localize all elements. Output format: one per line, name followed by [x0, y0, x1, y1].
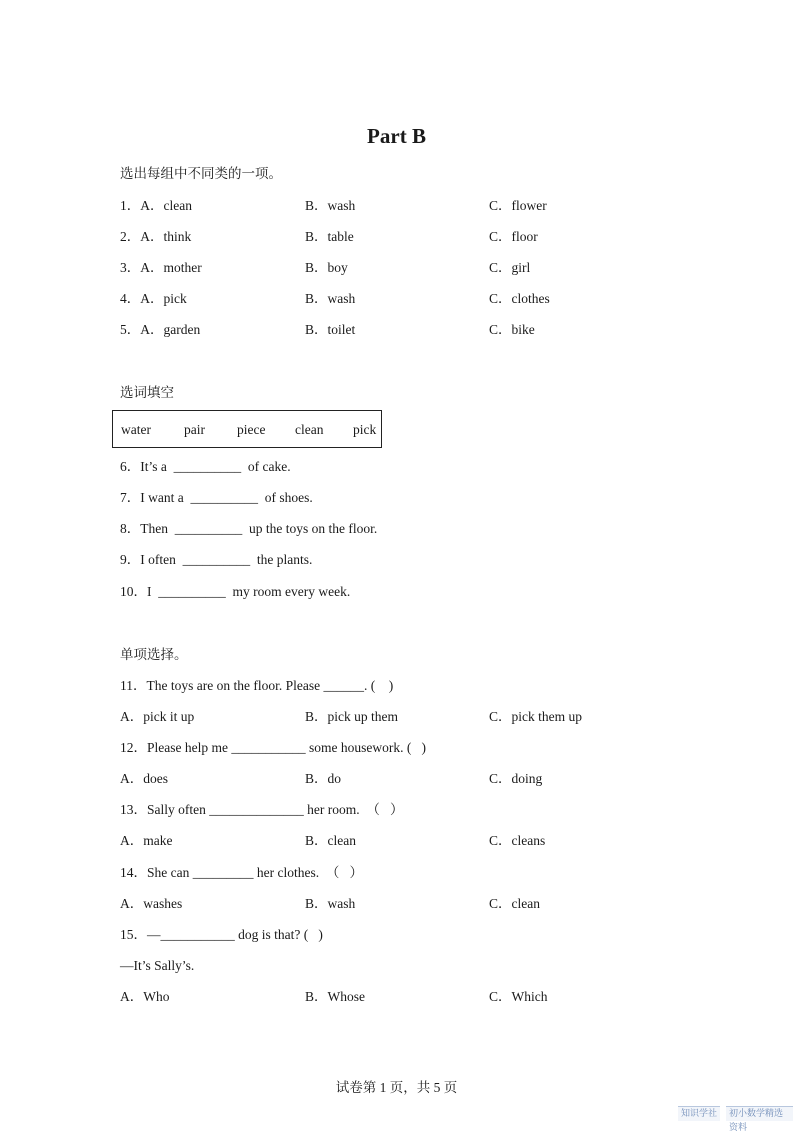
question-13: 13．Sally often ______________ her room. （ ） — [120, 802, 404, 817]
q13-option-b: B．clean — [305, 833, 356, 848]
q14-option-c: C．clean — [489, 896, 540, 911]
q12-option-c: C．doing — [489, 771, 543, 786]
word-bank-box — [112, 410, 382, 448]
q15-option-c: C．Which — [489, 989, 548, 1004]
q3-option-a: 3．A．mother — [120, 260, 202, 275]
q11-option-a: A．pick it up — [120, 709, 195, 724]
q11-option-c: C．pick them up — [489, 709, 582, 724]
word-bank-item: pick — [353, 422, 377, 437]
q5-option-b: B．toilet — [305, 322, 356, 337]
q14-option-b: B．wash — [305, 896, 356, 911]
q3-option-b: B．boy — [305, 260, 348, 275]
question-15: 15．—___________ dog is that? ( ) — [120, 927, 323, 942]
q13-option-c: C．cleans — [489, 833, 546, 848]
question-14: 14．She can _________ her clothes. （ ） — [120, 865, 363, 880]
section3-instruction: 单项选择。 — [120, 647, 188, 662]
watermark-right: 初小数学精选资料 — [726, 1106, 793, 1121]
section1-instruction: 选出每组中不同类的一项。 — [120, 166, 282, 181]
question-15-response: —It’s Sally’s. — [120, 958, 195, 973]
q1-option-a: 1．A．clean — [120, 198, 192, 213]
q5-option-a: 5．A．garden — [120, 322, 201, 337]
watermark-left: 知识学社 — [678, 1106, 720, 1121]
q11-option-b: B．pick up them — [305, 709, 398, 724]
question-7: 7．I want a __________ of shoes. — [120, 490, 313, 505]
q5-option-c: C．bike — [489, 322, 535, 337]
q4-option-b: B．wash — [305, 291, 356, 306]
q2-option-b: B．table — [305, 229, 354, 244]
word-bank-item: water — [121, 422, 151, 437]
word-bank-item: pair — [184, 422, 205, 437]
word-bank-item: piece — [237, 422, 266, 437]
question-9: 9．I often __________ the plants. — [120, 552, 313, 567]
page-footer: 试卷第 1 页，共 5 页 — [335, 1080, 458, 1095]
q1-option-c: C．flower — [489, 198, 547, 213]
q2-option-c: C．floor — [489, 229, 538, 244]
q12-option-b: B．do — [305, 771, 342, 786]
page-title: Part B — [367, 124, 426, 148]
question-8: 8．Then __________ up the toys on the floor. — [120, 521, 378, 536]
q1-option-b: B．wash — [305, 198, 356, 213]
question-11: 11．The toys are on the floor. Please ______. ( ) — [120, 678, 394, 693]
question-10: 10．I __________ my room every week. — [120, 584, 351, 599]
q14-option-a: A．washes — [120, 896, 183, 911]
q12-option-a: A．does — [120, 771, 168, 786]
q4-option-a: 4．A．pick — [120, 291, 187, 306]
word-bank-item: clean — [295, 422, 324, 437]
q2-option-a: 2．A．think — [120, 229, 192, 244]
q3-option-c: C．girl — [489, 260, 531, 275]
question-12: 12．Please help me ___________ some housework. ( ) — [120, 740, 426, 755]
q15-option-b: B．Whose — [305, 989, 365, 1004]
q15-option-a: A．Who — [120, 989, 170, 1004]
question-6: 6．It’s a __________ of cake. — [120, 459, 291, 474]
section2-instruction: 选词填空 — [120, 385, 174, 400]
q4-option-c: C．clothes — [489, 291, 550, 306]
q13-option-a: A．make — [120, 833, 173, 848]
